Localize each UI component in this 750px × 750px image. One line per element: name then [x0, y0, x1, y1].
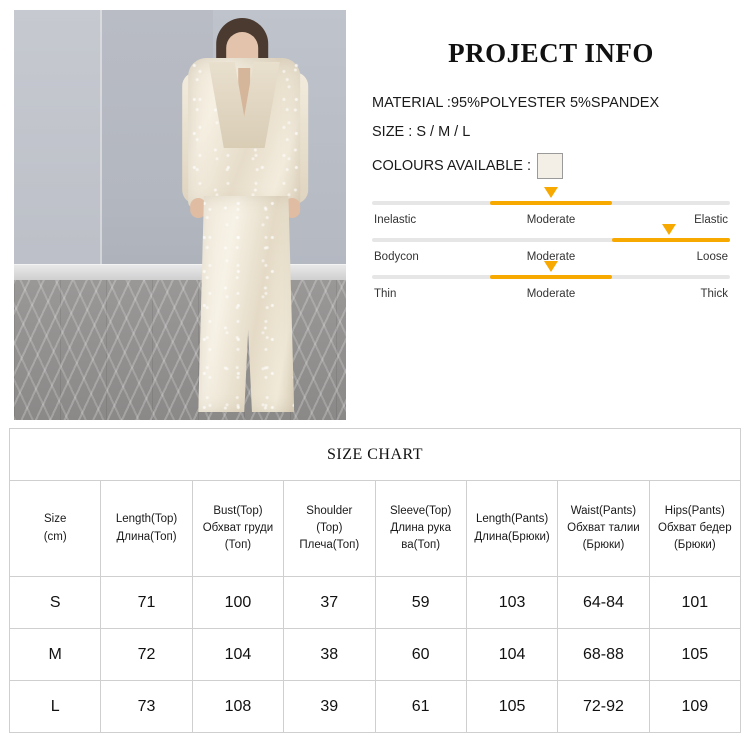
size-chart-header-row: [10, 481, 741, 577]
project-info-title: PROJECT INFO: [448, 38, 654, 68]
material-line: MATERIAL :95%POLYESTER 5%SPANDEX: [372, 95, 660, 111]
header-line: Size: [44, 513, 67, 526]
scale-track[interactable]: [372, 275, 730, 279]
header-line: Обхват бедер: [658, 521, 732, 534]
column-header-sleeve-top: [375, 481, 466, 577]
scale-fit: [372, 238, 730, 263]
column-header-waist-pants: [558, 481, 649, 577]
header-line: (Top): [316, 521, 343, 534]
scale-fill: [490, 275, 612, 279]
scale-labels: [372, 288, 730, 300]
cell-length-top: 73: [101, 681, 192, 733]
scale-label-low: Thin: [374, 288, 397, 300]
column-header-length-top: [101, 481, 192, 577]
attribute-scales: [372, 201, 730, 300]
cell-length-top: 72: [101, 629, 192, 681]
cell-size: S: [10, 577, 101, 629]
header-line: Плеча(Топ): [299, 539, 360, 552]
table-row: [10, 629, 741, 681]
scale-label-low: Bodycon: [374, 251, 419, 263]
header-line: Bust(Top): [213, 504, 263, 517]
scale-label-high: Elastic: [694, 214, 728, 226]
header-line: (cm): [43, 530, 67, 543]
scale-label-mid: Moderate: [526, 288, 576, 300]
cell-length-pants: 104: [466, 629, 557, 681]
scale-thickness: [372, 275, 730, 300]
scale-fill: [490, 201, 612, 205]
header-line: Shoulder: [306, 504, 353, 517]
photo-background: [14, 10, 346, 420]
cell-sleeve-top: 59: [375, 577, 466, 629]
size-chart-title-row: [10, 429, 741, 481]
header-line: Length(Top): [115, 513, 178, 526]
cell-bust-top: 100: [192, 577, 283, 629]
scale-labels: [372, 214, 730, 226]
cell-size: M: [10, 629, 101, 681]
cell-length-pants: 105: [466, 681, 557, 733]
model-figure: [142, 10, 346, 420]
size-chart-table: [9, 428, 741, 733]
column-header-length-pants: [466, 481, 557, 577]
header-line: Длина(Брюки): [474, 530, 550, 543]
product-photo: [14, 10, 346, 420]
cell-waist-pants: 64-84: [558, 577, 649, 629]
header-line: Обхват груди: [202, 521, 274, 534]
scale-track[interactable]: [372, 238, 730, 242]
column-header-shoulder-top: [284, 481, 375, 577]
header-line: (Брюки): [673, 539, 716, 552]
scale-pointer-icon: [544, 187, 558, 198]
colours-label: COLOURS AVAILABLE :: [372, 158, 532, 174]
scale-label-low: Inelastic: [374, 214, 417, 226]
size-chart-title: SIZE CHART: [10, 429, 741, 481]
pants-body: [198, 196, 294, 412]
cell-waist-pants: 72-92: [558, 681, 649, 733]
project-info-panel: [346, 10, 744, 312]
scale-label-high: Thick: [700, 288, 728, 300]
scale-fill: [612, 238, 730, 242]
header-line: (Брюки): [582, 539, 625, 552]
scale-label-mid: Moderate: [526, 251, 576, 263]
scale-pointer-icon: [662, 224, 676, 235]
cell-shoulder-top: 39: [284, 681, 375, 733]
cell-bust-top: 108: [192, 681, 283, 733]
table-row: [10, 681, 741, 733]
wall-edge: [100, 10, 102, 281]
column-header-size: [10, 481, 101, 577]
header-line: ва(Топ): [401, 539, 441, 552]
cell-hips-pants: 105: [649, 629, 740, 681]
sequin-sparkle-pants: [198, 196, 294, 412]
cell-hips-pants: 101: [649, 577, 740, 629]
colours-row: [372, 153, 730, 179]
scale-elasticity: [372, 201, 730, 226]
header-line: (Топ): [224, 539, 252, 552]
scale-label-mid: Moderate: [526, 214, 576, 226]
header-line: Length(Pants): [475, 513, 549, 526]
size-line: SIZE : S / M / L: [372, 124, 471, 140]
header-line: Длина(Топ): [116, 530, 177, 543]
cell-length-pants: 103: [466, 577, 557, 629]
scale-pointer-icon: [544, 261, 558, 272]
cell-sleeve-top: 61: [375, 681, 466, 733]
column-header-hips-pants: [649, 481, 740, 577]
cell-length-top: 71: [101, 577, 192, 629]
colour-swatch[interactable]: [537, 153, 563, 179]
wall-left: [14, 10, 100, 281]
cell-shoulder-top: 37: [284, 577, 375, 629]
cell-hips-pants: 109: [649, 681, 740, 733]
header-line: Обхват талии: [567, 521, 640, 534]
table-row: [10, 577, 741, 629]
column-header-bust-top: [192, 481, 283, 577]
cell-bust-top: 104: [192, 629, 283, 681]
scale-label-high: Loose: [696, 251, 728, 263]
header-line: Waist(Pants): [570, 504, 637, 517]
cell-shoulder-top: 38: [284, 629, 375, 681]
cell-size: L: [10, 681, 101, 733]
scale-track[interactable]: [372, 201, 730, 205]
cell-sleeve-top: 60: [375, 629, 466, 681]
header-line: Hips(Pants): [664, 504, 725, 517]
header-line: Длина рука: [390, 521, 451, 534]
header-line: Sleeve(Top): [390, 504, 452, 517]
cell-waist-pants: 68-88: [558, 629, 649, 681]
size-chart-section: [0, 420, 750, 733]
